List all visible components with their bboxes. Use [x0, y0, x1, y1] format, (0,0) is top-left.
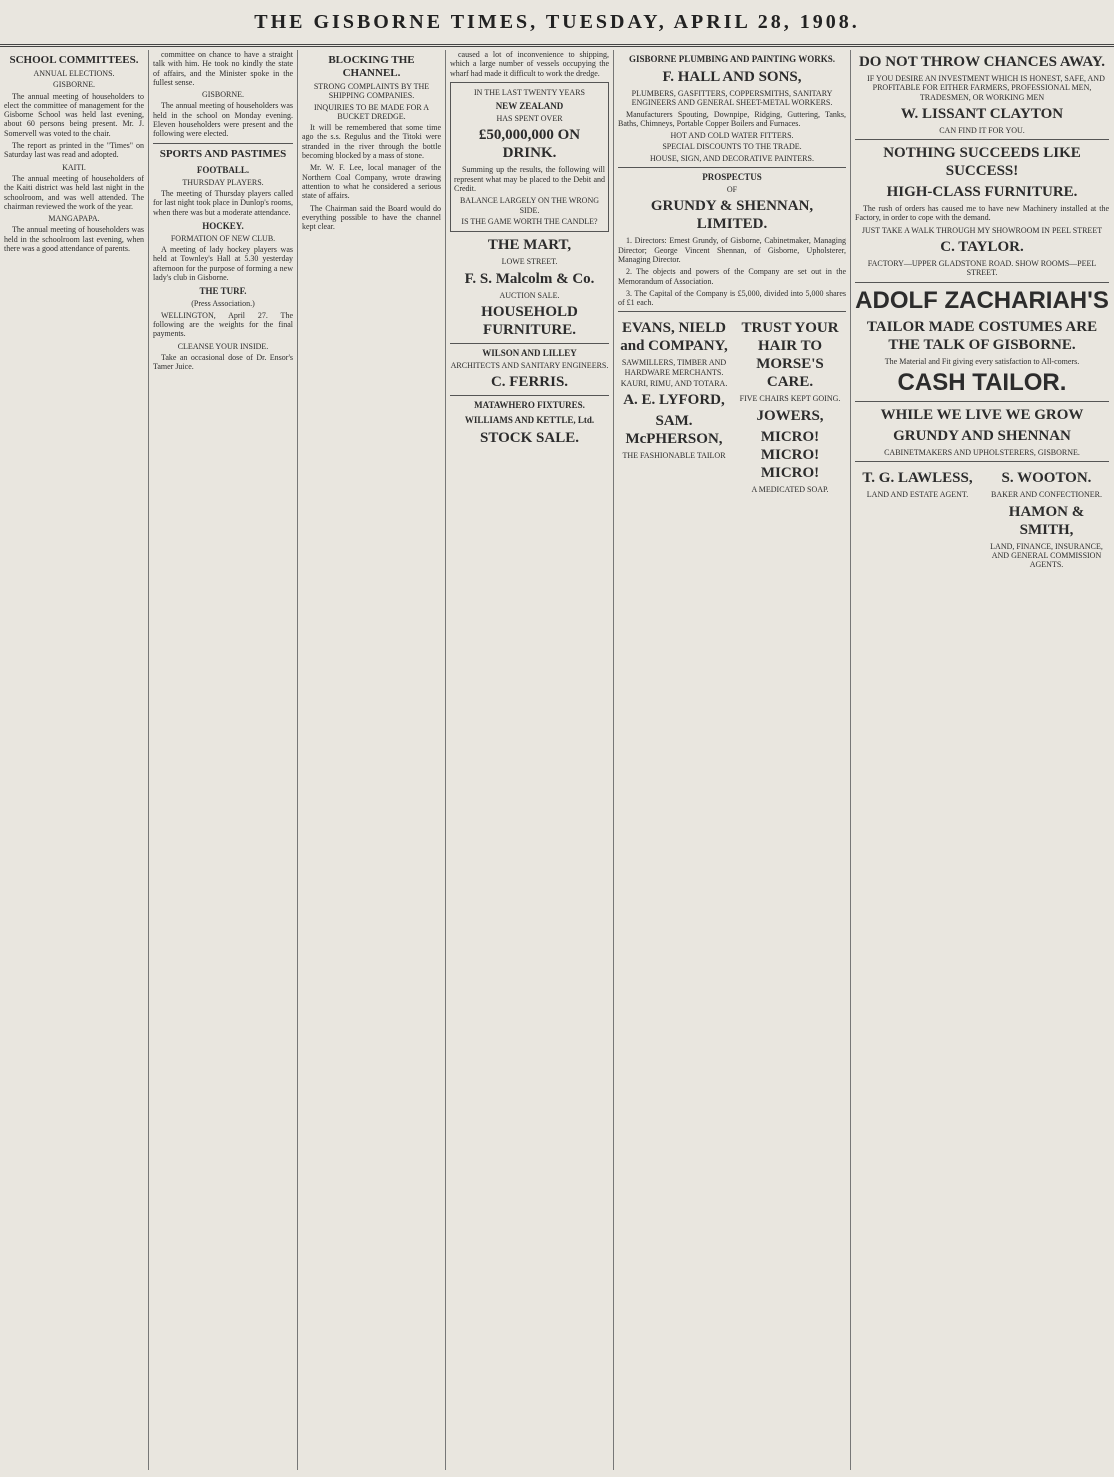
- ad-line: FIVE CHAIRS KEPT GOING.: [739, 394, 841, 404]
- ad-headline: DO NOT THROW CHANCES AWAY.: [858, 54, 1106, 70]
- ad-line: MATAWHERO FIXTURES.: [474, 400, 585, 411]
- divider: [153, 143, 293, 144]
- ad-headline: TAILOR MADE COSTUMES ARE THE TALK OF GISBORNE.: [866, 318, 1098, 353]
- ad-headline: W. LISSANT CLAYTON: [900, 105, 1064, 122]
- ad-block: [984, 466, 1109, 571]
- paragraph: 1. Directors: Ernest Grundy, of Gisborne, Cabinetmaker, Managing Director; George Vincent Shennan, of Gisborne, Upholsterer, Managing Director.: [618, 236, 846, 264]
- ad-row: [855, 466, 1109, 571]
- column-rule: [445, 50, 446, 1470]
- subhead: FOOTBALL.: [196, 164, 250, 175]
- ad-headline: JOWERS,: [756, 407, 824, 424]
- ad-headline: F. HALL AND SONS,: [662, 69, 802, 85]
- headline: BLOCKING THE CHANNEL.: [328, 54, 415, 79]
- ad-line: AUCTION SALE.: [499, 290, 560, 300]
- ad-drink: [450, 82, 609, 232]
- subhead: KAITI.: [62, 162, 86, 172]
- headline: SPORTS AND PASTIMES: [159, 147, 287, 160]
- subhead: THE TURF.: [199, 286, 247, 297]
- paragraph: 3. The Capital of the Company is £5,000, divided into 5,000 shares of £1 each.: [618, 288, 846, 308]
- paragraph: caused a lot of inconvenience to shipping, which a large number of vessels occupying the wharf had made it difficult to work the dredge.: [450, 50, 609, 78]
- column-school-committees: [4, 50, 144, 1472]
- column-advertisements: [450, 50, 609, 1472]
- ad-line: BAKER AND CONFECTIONER.: [991, 490, 1102, 500]
- divider: [450, 343, 609, 344]
- paragraph: committee on chance to have a straight talk with him. He took no kindly the state of affairs, and the Minister spoke in the fullest sense.: [153, 50, 293, 87]
- divider: [450, 395, 609, 396]
- ad-line: LAND AND ESTATE AGENT.: [866, 490, 969, 500]
- ad-headline: CASH TAILOR.: [897, 368, 1067, 396]
- ad-line: HOUSE, SIGN, AND DECORATIVE PAINTERS.: [650, 153, 814, 163]
- paragraph: The annual meeting of householders was held in the school on Monday evening. Eleven householders were present and the following were elected.: [153, 101, 293, 139]
- divider: [855, 282, 1109, 283]
- ad-text: Manufacturers Spouting, Downpipe, Ridging, Guttering, Tanks, Baths, Chimneys, Portable Copper Boilers and Furnaces.: [618, 109, 846, 128]
- paragraph: The annual meeting of householders was held in the schoolroom last evening, when there was a good attendance of parents.: [4, 225, 144, 254]
- column-plumbing-prospectus: [618, 50, 846, 1472]
- ad-line: BALANCE LARGELY ON THE WRONG SIDE.: [459, 196, 600, 215]
- ad-line: HOT AND COLD WATER FITTERS.: [670, 131, 794, 141]
- ad-headline: C. TAYLOR.: [940, 239, 1024, 256]
- ad-block: [855, 466, 980, 571]
- ad-line: LAND, FINANCE, INSURANCE, AND GENERAL COMMISSION AGENTS.: [990, 541, 1103, 570]
- ad-line: THE FASHIONABLE TAILOR: [622, 451, 726, 461]
- ad-line: KAURI, RIMU, AND TOTARA.: [620, 379, 728, 389]
- column-rule: [850, 50, 851, 1470]
- ad-headline: A. E. LYFORD,: [623, 392, 725, 409]
- ad-line: GISBORNE PLUMBING AND PAINTING WORKS.: [629, 54, 835, 64]
- ad-headline: THE MART,: [487, 237, 572, 254]
- ad-headline: SAM. McPHERSON,: [625, 413, 723, 448]
- ad-headline: T. G. LAWLESS,: [862, 470, 973, 487]
- ad-headline: £50,000,000 ON DRINK.: [478, 127, 581, 162]
- paragraph: The annual meeting of householders to elect the committee of management for the Gisborne School was held last evening, about 60 persons being present. Mr. J. Somervell was voted to the chair.: [4, 91, 144, 138]
- subhead: GISBORNE.: [52, 80, 95, 90]
- ad-headline: TRUST YOUR HAIR TO MORSE'S CARE.: [741, 320, 839, 391]
- ad-headline: GRUNDY AND SHENNAN: [893, 427, 1071, 444]
- column-sports: [153, 50, 293, 1472]
- ad-headline: GRUNDY & SHENNAN, LIMITED.: [650, 198, 814, 233]
- ad-text: IF YOU DESIRE AN INVESTMENT WHICH IS HONEST, SAFE, AND PROFITABLE FOR EITHER FARMERS, PROFESSIONAL MEN, TRADESMEN, OR WORKING MEN: [867, 74, 1105, 102]
- ad-line: ARCHITECTS AND SANITARY ENGINEERS.: [450, 360, 609, 370]
- ad-block: [734, 316, 846, 496]
- ad-line: NEW ZEALAND: [495, 101, 564, 112]
- ad-line: PROSPECTUS: [702, 172, 762, 183]
- subhead: ANNUAL ELECTIONS.: [33, 69, 115, 78]
- subhead: THURSDAY PLAYERS.: [182, 177, 264, 187]
- ad-line: LOWE STREET.: [501, 257, 558, 267]
- ad-text: Summing up the results, the following will represent what may be placed to the Debit and Credit.: [454, 165, 605, 194]
- paragraph: Take an occasional dose of Dr. Ensor's Tamer Juice.: [153, 352, 293, 372]
- ad-headline: HOUSEHOLD FURNITURE.: [481, 303, 578, 338]
- ad-headline: F. S. Malcolm & Co.: [464, 270, 595, 287]
- ad-line: CABINETMAKERS AND UPHOLSTERERS, GISBORNE.: [884, 447, 1080, 457]
- ad-line: OF: [726, 185, 738, 195]
- ad-line: IS THE GAME WORTH THE CANDLE?: [461, 216, 598, 226]
- divider: [855, 401, 1109, 402]
- paragraph: WELLINGTON, April 27. The following are the weights for the final payments.: [153, 310, 293, 339]
- ad-headline: NOTHING SUCCEEDS LIKE SUCCESS!: [883, 145, 1081, 180]
- column-blocking-channel: [302, 50, 441, 1472]
- divider: [855, 139, 1109, 140]
- ad-headline: ADOLF ZACHARIAH'S: [855, 286, 1109, 314]
- ad-line: SAWMILLERS, TIMBER AND HARDWARE MERCHANTS.: [621, 358, 727, 377]
- ad-headline: HAMON & SMITH,: [1008, 503, 1085, 538]
- ad-row: [618, 316, 846, 496]
- column-rule: [148, 50, 149, 1470]
- ad-headline: STOCK SALE.: [480, 430, 579, 447]
- ad-headline: MICRO! MICRO! MICRO!: [760, 428, 820, 481]
- paragraph: The annual meeting of householders of the Kaiti district was held last night in the schoolroom, and was well attended. The chairman reviewed the work of the year.: [4, 173, 144, 211]
- headline: SCHOOL COMMITTEES.: [9, 54, 139, 66]
- subhead: STRONG COMPLAINTS BY THE SHIPPING COMPANIES.: [313, 82, 430, 101]
- masthead-title: THE GISBORNE TIMES, TUESDAY, APRIL 28, 1908.: [254, 11, 860, 33]
- ad-text: The rush of orders has caused me to have new Machinery installed at the Factory, in order to cope with the demand.: [855, 204, 1109, 223]
- divider: [855, 461, 1109, 462]
- ad-headline: WHILE WE LIVE WE GROW: [880, 406, 1084, 423]
- paragraph: Mr. W. F. Lee, local manager of the Northern Coal Company, wrote drawing attention to what he considered a serious state of affairs.: [302, 163, 441, 201]
- ad-line: WILSON AND LILLEY: [482, 347, 577, 358]
- subhead: GISBORNE.: [201, 90, 244, 100]
- ad-headline: EVANS, NIELD and COMPANY,: [620, 320, 728, 355]
- column-display-ads: [855, 50, 1109, 1472]
- paragraph: A meeting of lady hockey players was held at Townley's Hall at 5.30 yesterday afternoon for the purpose of forming a new lady's club in Gisborne.: [153, 245, 293, 283]
- subhead: (Press Association.): [191, 299, 255, 309]
- paragraph: 2. The objects and powers of the Company are set out in the Memorandum of Association.: [618, 267, 846, 286]
- ad-line: JUST TAKE A WALK THROUGH MY SHOWROOM IN PEEL STREET: [861, 225, 1103, 235]
- column-rule: [613, 50, 614, 1470]
- paragraph: It will be remembered that some time ago the s.s. Regulus and the Titoki were stranded in the river through the bottle becoming blocked by a mass of stone.: [302, 123, 441, 161]
- subhead: FORMATION OF NEW CLUB.: [170, 233, 276, 243]
- ad-line: CAN FIND IT FOR YOU.: [939, 125, 1025, 135]
- ad-block: [618, 316, 730, 496]
- ad-line: WILLIAMS AND KETTLE, Ltd.: [464, 415, 595, 426]
- divider: [618, 311, 846, 312]
- masthead: [0, 0, 1114, 47]
- paragraph: The Chairman said the Board would do everything possible to have the channel kept clear.: [302, 203, 441, 232]
- subhead: MANGAPAPA.: [48, 214, 100, 224]
- ad-line: A MEDICATED SOAP.: [751, 484, 829, 494]
- subhead: HOCKEY.: [202, 220, 244, 231]
- ad-line: FACTORY—UPPER GLADSTONE ROAD. SHOW ROOMS—PEEL STREET.: [867, 259, 1097, 278]
- ad-line: SPECIAL DISCOUNTS TO THE TRADE.: [662, 142, 802, 152]
- ad-line: PLUMBERS, GASFITTERS, COPPERSMITHS, SANITARY ENGINEERS AND GENERAL SHEET-METAL WORKERS.: [631, 89, 833, 108]
- paragraph: The report as printed in the "Times" on Saturday last was read and adopted.: [4, 141, 144, 160]
- subhead: CLEANSE YOUR INSIDE.: [177, 341, 269, 351]
- divider: [618, 167, 846, 168]
- ad-headline: HIGH-CLASS FURNITURE.: [886, 184, 1078, 201]
- column-rule: [297, 50, 298, 1470]
- ad-line: The Material and Fit giving every satisfaction to All-comers.: [884, 356, 1080, 366]
- subhead: INQUIRIES TO BE MADE FOR A BUCKET DREDGE.: [313, 102, 430, 121]
- ad-headline: C. FERRIS.: [490, 374, 569, 391]
- ad-line: HAS SPENT OVER: [496, 114, 563, 124]
- paragraph: The meeting of Thursday players called for last night took place in Dunlop's rooms, when there was but a moderate attendance.: [153, 188, 293, 217]
- ad-line: IN THE LAST TWENTY YEARS: [474, 87, 585, 97]
- ad-headline: S. WOOTON.: [1001, 470, 1092, 487]
